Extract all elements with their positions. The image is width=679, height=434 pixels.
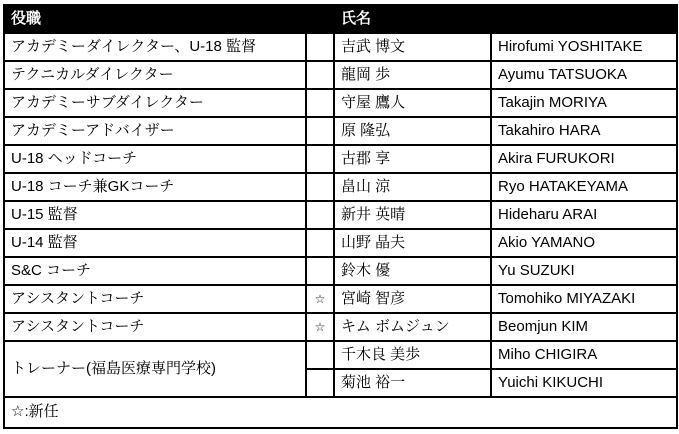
position-cell: アカデミーサブダイレクター: [4, 89, 306, 117]
new-appointee-star-cell: ☆: [306, 313, 334, 341]
name-jp-cell: 守屋 鷹人: [334, 89, 491, 117]
name-en-cell: Akira FURUKORI: [491, 145, 677, 173]
new-appointee-star-cell: [306, 341, 334, 369]
name-jp-cell: 吉武 博文: [334, 33, 491, 61]
name-en-cell: Beomjun KIM: [491, 313, 677, 341]
name-jp-cell: 原 隆弘: [334, 117, 491, 145]
new-appointee-star-cell: [306, 89, 334, 117]
footnote-cell: ☆:新任: [4, 397, 677, 428]
name-en-cell: Hideharu ARAI: [491, 201, 677, 229]
name-en-cell: Yu SUZUKI: [491, 257, 677, 285]
table-row: [4, 201, 677, 229]
table-row: [4, 229, 677, 257]
name-en-cell: Akio YAMANO: [491, 229, 677, 257]
table-row: [4, 285, 677, 313]
position-cell: U-15 監督: [4, 201, 306, 229]
table-row: [4, 33, 677, 61]
name-en-cell: Takahiro HARA: [491, 117, 677, 145]
name-jp-cell: 古郡 享: [334, 145, 491, 173]
position-cell: アカデミーダイレクター、U-18 監督: [4, 33, 306, 61]
new-appointee-star-cell: [306, 257, 334, 285]
position-cell: アカデミーアドバイザー: [4, 117, 306, 145]
name-jp-cell: 千木良 美歩: [334, 341, 491, 369]
table-row: [4, 61, 677, 89]
header-position: 役職: [4, 5, 334, 33]
new-appointee-star-cell: ☆: [306, 285, 334, 313]
table-row: [4, 145, 677, 173]
table-row-trainer-1: [4, 341, 677, 369]
position-cell: テクニカルダイレクター: [4, 61, 306, 89]
name-jp-cell: 畠山 涼: [334, 173, 491, 201]
new-appointee-star-cell: [306, 369, 334, 397]
name-jp-cell: 宮崎 智彦: [334, 285, 491, 313]
position-cell: U-14 監督: [4, 229, 306, 257]
new-appointee-star-cell: [306, 117, 334, 145]
name-en-cell: Ayumu TATSUOKA: [491, 61, 677, 89]
position-cell: U-18 ヘッドコーチ: [4, 145, 306, 173]
position-cell: S&C コーチ: [4, 257, 306, 285]
table-row: [4, 117, 677, 145]
new-appointee-star-cell: [306, 201, 334, 229]
staff-table: [3, 4, 678, 429]
name-jp-cell: 鈴木 優: [334, 257, 491, 285]
name-jp-cell: 菊池 裕一: [334, 369, 491, 397]
name-en-cell: Miho CHIGIRA: [491, 341, 677, 369]
table-row: [4, 257, 677, 285]
name-jp-cell: 龍岡 歩: [334, 61, 491, 89]
name-en-cell: Hirofumi YOSHITAKE: [491, 33, 677, 61]
name-jp-cell: 山野 晶夫: [334, 229, 491, 257]
name-en-cell: Tomohiko MIYAZAKI: [491, 285, 677, 313]
new-appointee-star-cell: [306, 229, 334, 257]
position-cell-merged: トレーナー(福島医療専門学校): [4, 341, 306, 397]
position-cell: アシスタントコーチ: [4, 285, 306, 313]
name-jp-cell: 新井 英晴: [334, 201, 491, 229]
name-jp-cell: キム ボムジュン: [334, 313, 491, 341]
name-en-cell: Takajin MORIYA: [491, 89, 677, 117]
new-appointee-star-cell: [306, 33, 334, 61]
position-cell: U-18 コーチ兼GKコーチ: [4, 173, 306, 201]
table-row: [4, 313, 677, 341]
table-row: [4, 89, 677, 117]
name-en-cell: Ryo HATAKEYAMA: [491, 173, 677, 201]
new-appointee-star-cell: [306, 145, 334, 173]
position-cell: アシスタントコーチ: [4, 313, 306, 341]
header-name: 氏名: [334, 5, 677, 33]
table-header-row: [4, 5, 677, 33]
table-row: [4, 173, 677, 201]
new-appointee-star-cell: [306, 173, 334, 201]
name-en-cell: Yuichi KIKUCHI: [491, 369, 677, 397]
new-appointee-star-cell: [306, 61, 334, 89]
footnote-row: [4, 397, 677, 428]
